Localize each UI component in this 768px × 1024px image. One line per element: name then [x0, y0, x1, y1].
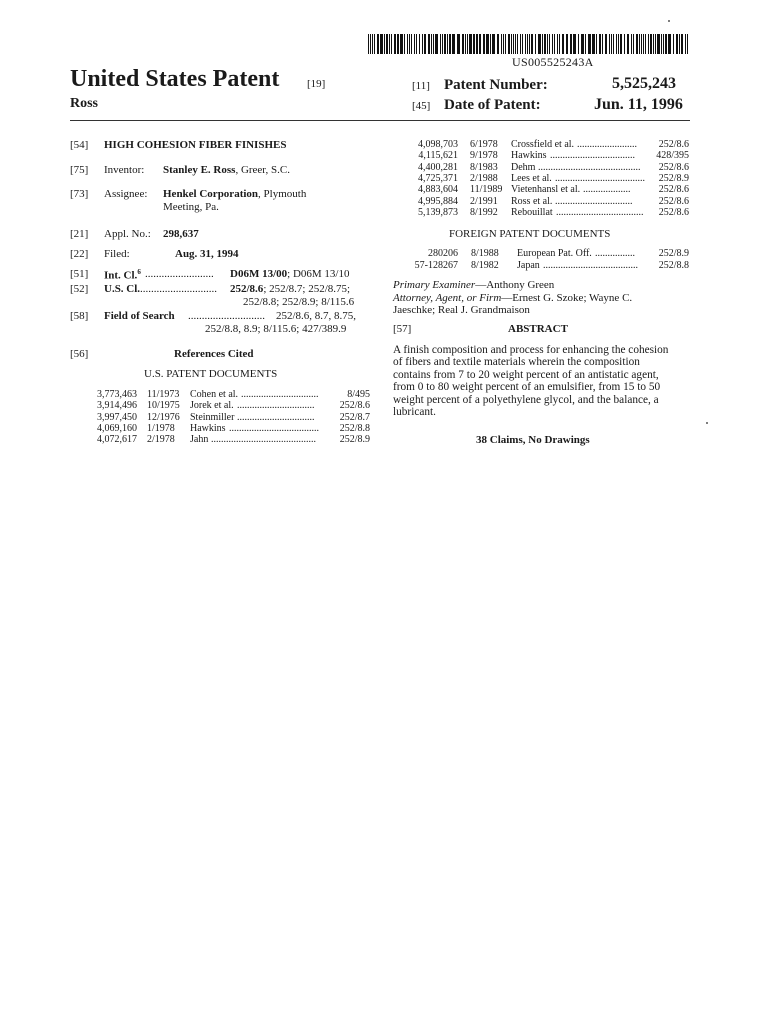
barcode-bar	[508, 34, 510, 54]
barcode-bar	[490, 34, 491, 54]
ref-number: 4,098,703	[418, 139, 458, 150]
intcl-edition: 6	[137, 268, 141, 276]
barcode-bar	[641, 34, 642, 54]
inventor-location: , Greer, S.C.	[235, 164, 290, 176]
reference-row	[408, 173, 689, 185]
barcode-bar	[581, 34, 584, 54]
barcode-bar	[573, 34, 576, 54]
ref-leader: ....................................	[555, 172, 645, 184]
abstract-line: from 0 to 80 weight percent of an emulsifier, from 15 to 50	[393, 381, 661, 394]
uscl-main: 252/8.6	[230, 283, 264, 295]
barcode-bar	[611, 34, 612, 54]
barcode-bar	[409, 34, 410, 54]
barcode-bar	[650, 34, 652, 54]
ref-number: 4,995,884	[418, 195, 458, 207]
barcode-bar	[588, 34, 591, 54]
scan-speck	[668, 20, 670, 22]
invention-title: HIGH COHESION FIBER FINISHES	[104, 139, 287, 151]
barcode-bar	[627, 34, 629, 54]
ref-date: 8/1988	[471, 248, 499, 259]
intcl-value	[230, 268, 349, 280]
title-code-54: [54]	[70, 139, 89, 151]
barcode-bar	[404, 34, 405, 54]
reference-row	[408, 150, 689, 162]
barcode-bar	[542, 34, 543, 54]
barcode-bar	[394, 34, 396, 54]
barcode-bar	[599, 34, 601, 54]
attorney	[393, 292, 632, 304]
barcode-bar	[391, 34, 392, 54]
barcode-bar	[663, 34, 664, 54]
filed-code: [22]	[70, 248, 89, 260]
uscl-secondary: ; 252/8.7; 252/8.75;	[263, 283, 351, 295]
barcode-bar	[639, 34, 640, 54]
barcode-bar	[529, 34, 530, 54]
ref-number: 4,072,617	[97, 434, 137, 446]
ref-class: 252/8.6	[658, 184, 689, 196]
date-code: [45]	[412, 100, 431, 112]
barcode-bar	[505, 34, 506, 54]
barcode-bar	[552, 34, 553, 54]
barcode-bar	[440, 34, 441, 54]
abstract-line: weight percent of a polyethylene glycol, and the balance, a	[393, 393, 659, 406]
inventor-surname: Ross	[70, 96, 99, 111]
uscl-label: U.S. Cl.	[104, 283, 141, 295]
abstract-heading: ABSTRACT	[508, 323, 568, 335]
reference-row	[408, 207, 689, 219]
ref-name: Vietenhansl et al.	[511, 184, 581, 196]
barcode-bar	[389, 34, 390, 54]
assignee-code: [73]	[70, 188, 89, 200]
intcl-label-text: Int. Cl.	[104, 269, 138, 282]
barcode-bar	[483, 34, 485, 54]
barcode-bar	[633, 34, 634, 54]
ref-name: Ross et al.	[511, 195, 553, 207]
abstract-line: lubricant.	[393, 406, 436, 419]
ref-leader: ........................	[577, 139, 637, 150]
barcode-bar	[636, 34, 638, 54]
search-code: [58]	[70, 310, 89, 322]
intcl-main: D06M 13/00	[230, 268, 288, 280]
ref-name: Cohen et al.	[190, 389, 239, 400]
reference-row	[88, 400, 370, 412]
barcode-bar	[435, 34, 438, 54]
ref-date: 2/1978	[147, 434, 175, 446]
barcode-bar	[618, 34, 619, 54]
barcode-bar	[585, 34, 586, 54]
barcode-bar	[681, 34, 683, 54]
ref-leader: ....................................	[229, 422, 319, 434]
reference-row	[88, 434, 370, 446]
barcode-bar	[609, 34, 610, 54]
abstract-text	[393, 344, 691, 418]
barcode-bar	[431, 34, 432, 54]
barcode-bar	[517, 34, 518, 54]
filed-date: Aug. 31, 1994	[175, 248, 239, 260]
intcl-label	[104, 268, 141, 282]
ref-number: 4,725,371	[418, 172, 458, 184]
barcode-bar	[679, 34, 680, 54]
date-of-patent: Jun. 11, 1996	[594, 96, 683, 113]
primary-examiner-label: Primary Examiner	[393, 279, 476, 291]
barcode-bar	[549, 34, 550, 54]
barcode-bar	[465, 34, 466, 54]
barcode-bar	[643, 34, 644, 54]
reference-row	[393, 260, 689, 272]
ref-date: 1/1978	[147, 422, 175, 434]
ref-date: 9/1978	[470, 150, 498, 162]
barcode-bar	[511, 34, 512, 54]
barcode-bar	[522, 34, 523, 54]
inventor-name: Stanley E. Ross	[163, 164, 236, 176]
attorney-label: Attorney, Agent, or Firm	[393, 292, 502, 304]
barcode-bar	[531, 34, 533, 54]
inventor-entry	[163, 164, 290, 176]
barcode-bar	[380, 34, 383, 54]
barcode-bar	[624, 34, 625, 54]
ref-name: Hawkins	[511, 150, 547, 162]
barcode-bar	[596, 34, 597, 54]
uscl-leader: ............................	[140, 283, 217, 295]
references-code: [56]	[70, 348, 89, 360]
intcl-secondary: ; D06M 13/10	[287, 268, 350, 280]
ref-class: 252/8.6	[658, 161, 689, 173]
abstract-line: of fibers and textile materials wherein the composition	[393, 356, 640, 369]
barcode-bar	[648, 34, 649, 54]
barcode-bar	[655, 34, 656, 54]
barcode-bar	[602, 34, 603, 54]
ref-leader: ...............................	[237, 400, 315, 412]
ref-leader: ...................	[583, 184, 631, 196]
barcode-bar	[653, 34, 654, 54]
barcode-bar	[685, 34, 686, 54]
ref-number: 3,773,463	[97, 389, 137, 400]
barcode-bar	[676, 34, 678, 54]
barcode-number: US005525243A	[512, 55, 594, 69]
barcode-bar	[384, 34, 385, 54]
barcode-bar	[414, 34, 415, 54]
reference-row	[408, 162, 689, 174]
barcode-bar	[527, 34, 528, 54]
abstract-code: [57]	[393, 323, 412, 335]
barcode-bar	[535, 34, 536, 54]
ref-leader: ......................................	[543, 260, 638, 271]
ref-number: 4,883,604	[418, 184, 458, 196]
ref-number: 280206	[428, 248, 458, 259]
barcode-bar	[433, 34, 434, 54]
barcode-bar	[419, 34, 420, 54]
barcode-bar	[457, 34, 460, 54]
us-patent-documents-heading: U.S. PATENT DOCUMENTS	[144, 368, 278, 380]
barcode	[368, 34, 690, 54]
claims-summary: 38 Claims, No Drawings	[476, 434, 590, 446]
intcl-code: [51]	[70, 268, 89, 280]
barcode-bar	[570, 34, 572, 54]
ref-class: 252/8.6	[658, 195, 689, 207]
header-rule	[70, 120, 690, 121]
assignee-name: Henkel Corporation	[163, 188, 259, 200]
ref-leader: .........................................	[538, 161, 641, 173]
barcode-bar	[424, 34, 426, 54]
reference-row	[408, 184, 689, 196]
reference-row	[408, 139, 689, 151]
ref-class: 252/8.9	[658, 172, 689, 184]
barcode-bar	[370, 34, 371, 54]
reference-row	[88, 412, 370, 424]
barcode-bar	[411, 34, 412, 54]
barcode-bar	[497, 34, 499, 54]
ref-date: 10/1975	[147, 400, 180, 412]
barcode-bar	[476, 34, 478, 54]
barcode-bar	[374, 34, 375, 54]
barcode-bar	[547, 34, 548, 54]
search-leader: ............................	[188, 310, 265, 322]
barcode-bar	[613, 34, 614, 54]
barcode-bar	[687, 34, 688, 54]
document-title: United States Patent	[70, 66, 280, 92]
abstract-line: A finish composition and process for enhancing the cohesion	[393, 344, 669, 356]
ref-name: Steinmiller	[190, 411, 235, 423]
search-fields-line2: 252/8.8, 8.9; 8/115.6; 427/389.9	[205, 323, 347, 335]
barcode-bar	[661, 34, 662, 54]
filed-label: Filed:	[104, 248, 130, 260]
ref-number: 3,914,496	[97, 400, 137, 412]
search-label: Field of Search	[104, 310, 175, 322]
patent-number-label: Patent Number:	[444, 77, 548, 93]
ref-date: 2/1988	[470, 172, 498, 184]
reference-row	[88, 389, 370, 401]
barcode-bar	[449, 34, 451, 54]
ref-date: 8/1983	[470, 161, 498, 173]
inventor-label: Inventor:	[104, 164, 145, 176]
ref-number: 57-128267	[414, 260, 458, 271]
title-code: [19]	[307, 78, 326, 90]
ref-class: 252/8.9	[658, 248, 689, 259]
barcode-bar	[578, 34, 579, 54]
primary-examiner-name: —Anthony Green	[475, 279, 555, 291]
barcode-bar	[520, 34, 521, 54]
assignee-location-line2: Meeting, Pa.	[163, 201, 219, 213]
ref-date: 11/1973	[147, 389, 180, 400]
barcode-bar	[616, 34, 617, 54]
ref-class: 252/8.6	[339, 400, 370, 412]
ref-leader: ...................................	[556, 206, 644, 218]
barcode-bar	[562, 34, 564, 54]
attorney-line2: Jaeschke; Real J. Grandmaison	[393, 304, 530, 316]
scan-speck	[706, 422, 708, 424]
barcode-bar	[386, 34, 388, 54]
ref-leader: ...............................	[241, 389, 319, 400]
barcode-bar	[557, 34, 558, 54]
reference-row	[88, 423, 370, 435]
barcode-bar	[554, 34, 555, 54]
ref-leader: ..................................	[550, 150, 635, 162]
barcode-bar	[492, 34, 495, 54]
barcode-bar	[665, 34, 667, 54]
barcode-bar	[515, 34, 516, 54]
ref-date: 8/1982	[471, 260, 499, 271]
ref-name: Japan	[517, 260, 540, 271]
ref-class: 8/495	[347, 389, 370, 400]
uscl-value	[230, 283, 350, 295]
ref-name: Hawkins	[190, 422, 226, 434]
ref-number: 4,115,621	[418, 150, 458, 162]
date-of-patent-label: Date of Patent:	[444, 97, 541, 113]
barcode-bar	[559, 34, 560, 54]
ref-name: Crossfield et al.	[511, 139, 575, 150]
barcode-bar	[400, 34, 403, 54]
barcode-bar	[501, 34, 502, 54]
barcode-bar	[513, 34, 514, 54]
ref-name: Dehm	[511, 161, 536, 173]
abstract-line: contains from 7 to 20 weight percent of an antistatic agent,	[393, 368, 659, 381]
barcode-bar	[668, 34, 671, 54]
intcl-leader: .........................	[145, 268, 214, 280]
ref-number: 4,400,281	[418, 161, 458, 173]
barcode-bar	[605, 34, 607, 54]
barcode-bar	[462, 34, 464, 54]
barcode-bar	[631, 34, 632, 54]
barcode-bar	[422, 34, 423, 54]
barcode-bar	[407, 34, 408, 54]
ref-date: 2/1991	[470, 195, 498, 207]
barcode-bar	[428, 34, 430, 54]
barcode-graphic	[368, 34, 690, 54]
barcode-bar	[544, 34, 546, 54]
barcode-bar	[372, 34, 373, 54]
barcode-bar	[645, 34, 646, 54]
barcode-bar	[486, 34, 489, 54]
ref-class: 252/8.7	[339, 411, 370, 423]
barcode-bar	[503, 34, 504, 54]
barcode-bar	[473, 34, 475, 54]
ref-class: 252/8.6	[658, 206, 689, 218]
barcode-bar	[377, 34, 379, 54]
assignee-location: , Plymouth	[258, 188, 307, 200]
barcode-bar	[566, 34, 568, 54]
barcode-bar	[447, 34, 448, 54]
appl-number: 298,637	[163, 228, 199, 240]
ref-class: 252/8.8	[658, 260, 689, 271]
primary-examiner	[393, 279, 554, 291]
ref-name: Jahn	[190, 434, 209, 446]
barcode-bar	[525, 34, 526, 54]
assignee-entry	[163, 188, 306, 200]
ref-date: 12/1976	[147, 411, 180, 423]
ref-name: Jorek et al.	[190, 400, 234, 412]
barcode-bar	[592, 34, 595, 54]
ref-number: 4,069,160	[97, 422, 137, 434]
ref-leader: ...............................	[237, 411, 315, 423]
barcode-bar	[538, 34, 541, 54]
ref-name: Lees et al.	[511, 172, 552, 184]
ref-class: 252/8.8	[339, 422, 370, 434]
barcode-bar	[452, 34, 455, 54]
reference-row	[393, 248, 689, 260]
ref-class: 252/8.6	[658, 139, 689, 150]
foreign-patent-documents-heading: FOREIGN PATENT DOCUMENTS	[449, 228, 611, 240]
ref-name: European Pat. Off.	[517, 248, 592, 259]
barcode-bar	[479, 34, 481, 54]
inventor-code: [75]	[70, 164, 89, 176]
ref-leader: ................	[595, 248, 635, 259]
uscl-value-line2: 252/8.8; 252/8.9; 8/115.6	[243, 296, 355, 308]
barcode-bar	[469, 34, 472, 54]
ref-leader: ..........................................	[211, 434, 316, 446]
ref-date: 8/1992	[470, 206, 498, 218]
barcode-bar	[657, 34, 660, 54]
appl-label: Appl. No.:	[104, 228, 151, 240]
ref-date: 6/1978	[470, 139, 498, 150]
reference-row	[408, 196, 689, 208]
ref-date: 11/1989	[470, 184, 503, 196]
barcode-bar	[442, 34, 443, 54]
ref-number: 3,997,450	[97, 411, 137, 423]
barcode-bar	[673, 34, 674, 54]
attorney-names: —Ernest G. Szoke; Wayne C.	[501, 292, 633, 304]
patent-number: 5,525,243	[612, 75, 676, 92]
barcode-bar	[368, 34, 369, 54]
barcode-bar	[444, 34, 446, 54]
ref-number: 5,139,873	[418, 206, 458, 218]
search-fields-line1: 252/8.6, 8.7, 8.75,	[276, 310, 357, 322]
uscl-code: [52]	[70, 283, 89, 295]
barcode-bar	[467, 34, 468, 54]
barcode-bar	[397, 34, 399, 54]
ref-leader: ...............................	[555, 195, 633, 207]
appl-code: [21]	[70, 228, 89, 240]
assignee-label: Assignee:	[104, 188, 148, 200]
ref-class: 252/8.9	[339, 434, 370, 446]
patent-number-code: [11]	[412, 80, 430, 92]
barcode-bar	[416, 34, 417, 54]
barcode-bar	[620, 34, 622, 54]
ref-class: 428/395	[656, 150, 689, 162]
references-heading: References Cited	[174, 348, 254, 360]
ref-name: Rebouillat	[511, 206, 553, 218]
